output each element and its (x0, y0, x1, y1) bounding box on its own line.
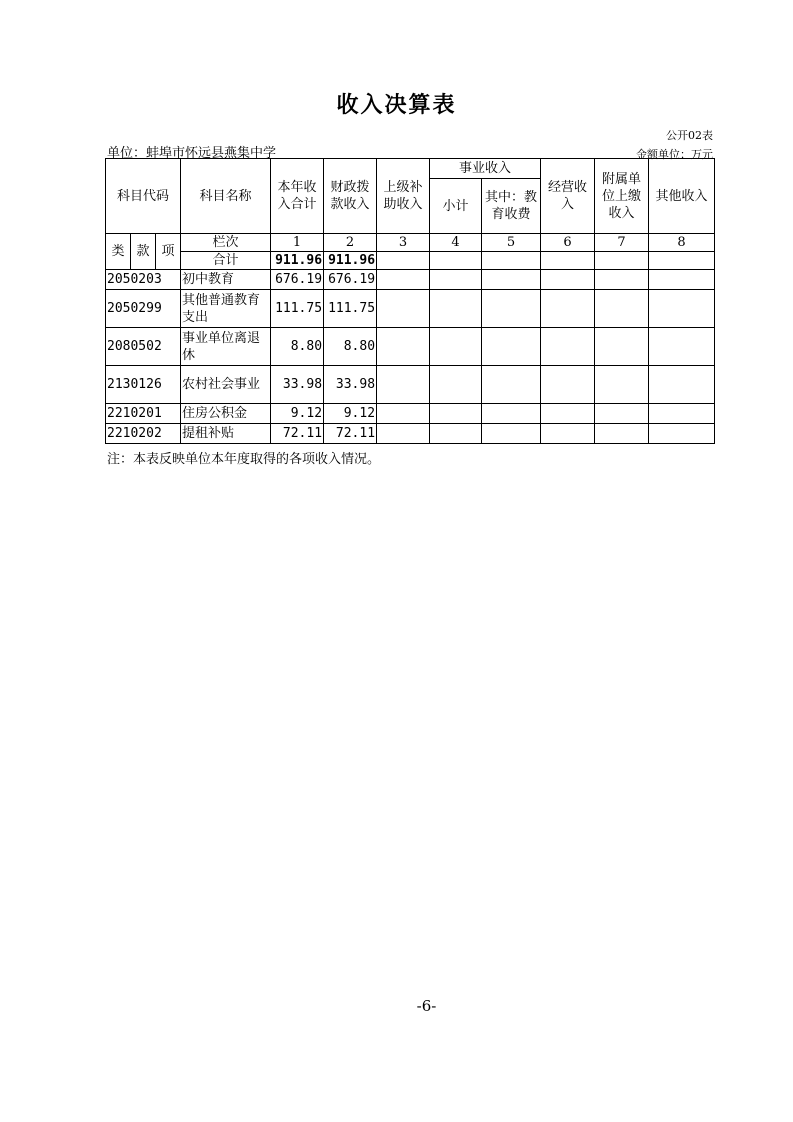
header-subtotal: 小计 (430, 179, 482, 234)
row-name: 初中教育 (181, 270, 271, 290)
page-title: 收入决算表 (336, 92, 457, 118)
empty-cell (541, 366, 595, 404)
empty-cell (649, 270, 715, 290)
empty-cell (595, 252, 649, 270)
empty-cell (541, 404, 595, 424)
empty-cell (377, 366, 430, 404)
empty-cell (541, 328, 595, 366)
empty-cell (541, 270, 595, 290)
row-total: 72.11 (271, 424, 324, 444)
header-kuan: 款 (131, 234, 156, 270)
header-superior-subsidy: 上级补助收入 (377, 159, 430, 234)
row-fiscal: 72.11 (324, 424, 377, 444)
row-fiscal: 33.98 (324, 366, 377, 404)
table-note: 注：本表反映单位本年度取得的各项收入情况。 (107, 452, 381, 467)
empty-cell (430, 270, 482, 290)
empty-cell (430, 366, 482, 404)
empty-cell (649, 404, 715, 424)
empty-cell (377, 328, 430, 366)
table-row (106, 424, 715, 444)
header-fiscal-income: 财政拨款收入 (324, 159, 377, 234)
row-total: 111.75 (271, 290, 324, 328)
empty-cell (649, 424, 715, 444)
row-fiscal: 676.19 (324, 270, 377, 290)
row-fiscal: 8.80 (324, 328, 377, 366)
empty-cell (595, 404, 649, 424)
table-row (106, 328, 715, 366)
row-fiscal: 9.12 (324, 404, 377, 424)
empty-cell (482, 328, 541, 366)
empty-cell (377, 252, 430, 270)
empty-cell (430, 290, 482, 328)
empty-cell (482, 366, 541, 404)
column-number: 4 (430, 234, 482, 252)
empty-cell (482, 290, 541, 328)
empty-cell (482, 270, 541, 290)
row-total: 33.98 (271, 366, 324, 404)
column-number: 5 (482, 234, 541, 252)
empty-cell (649, 290, 715, 328)
column-number: 7 (595, 234, 649, 252)
header-name: 科目名称 (181, 159, 271, 234)
row-name: 提租补贴 (181, 424, 271, 444)
row-total: 676.19 (271, 270, 324, 290)
column-number: 3 (377, 234, 430, 252)
row-code: 2080502 (106, 328, 181, 366)
header-business-income: 事业收入 (430, 159, 541, 179)
table-row (106, 270, 715, 290)
empty-cell (430, 424, 482, 444)
currency-unit-label: 金额单位：万元 (636, 148, 713, 161)
table-row (106, 404, 715, 424)
total-fiscal-value: 911.96 (324, 252, 377, 270)
row-name: 住房公积金 (181, 404, 271, 424)
header-other-income: 其他收入 (649, 159, 715, 234)
empty-cell (377, 290, 430, 328)
empty-cell (595, 270, 649, 290)
empty-cell (595, 328, 649, 366)
empty-cell (377, 404, 430, 424)
header-lei: 类 (106, 234, 131, 270)
table-row (106, 290, 715, 328)
page-number: -6- (416, 997, 437, 1015)
column-number: 2 (324, 234, 377, 252)
header-education-fee: 其中：教育收费 (482, 179, 541, 234)
income-table (105, 158, 715, 444)
empty-cell (595, 366, 649, 404)
column-number: 1 (271, 234, 324, 252)
empty-cell (482, 424, 541, 444)
header-operating-income: 经营收入 (541, 159, 595, 234)
empty-cell (649, 366, 715, 404)
total-label: 合计 (181, 252, 271, 270)
row-code: 2130126 (106, 366, 181, 404)
row-name: 其他普通教育支出 (181, 290, 271, 328)
empty-cell (377, 424, 430, 444)
empty-cell (541, 252, 595, 270)
empty-cell (482, 404, 541, 424)
empty-cell (430, 404, 482, 424)
row-total: 9.12 (271, 404, 324, 424)
empty-cell (430, 252, 482, 270)
column-number: 6 (541, 234, 595, 252)
column-number-row (106, 234, 715, 252)
row-code: 2210201 (106, 404, 181, 424)
form-number: 公开02表 (666, 129, 713, 142)
total-row (106, 252, 715, 270)
row-name: 农村社会事业 (181, 366, 271, 404)
unit-label: 单位：蚌埠市怀远县燕集中学 (107, 146, 277, 161)
header-total-income: 本年收入合计 (271, 159, 324, 234)
empty-cell (541, 424, 595, 444)
empty-cell (649, 252, 715, 270)
empty-cell (482, 252, 541, 270)
row-code: 2210202 (106, 424, 181, 444)
table-row (106, 366, 715, 404)
row-total: 8.80 (271, 328, 324, 366)
header-affiliated-income: 附属单位上缴收入 (595, 159, 649, 234)
empty-cell (541, 290, 595, 328)
header-code: 科目代码 (106, 159, 181, 234)
header-column-no: 栏次 (181, 234, 271, 252)
total-income-value: 911.96 (271, 252, 324, 270)
empty-cell (430, 328, 482, 366)
row-fiscal: 111.75 (324, 290, 377, 328)
empty-cell (377, 270, 430, 290)
header-xiang: 项 (156, 234, 181, 270)
empty-cell (595, 424, 649, 444)
row-code: 2050203 (106, 270, 181, 290)
column-number: 8 (649, 234, 715, 252)
row-code: 2050299 (106, 290, 181, 328)
empty-cell (649, 328, 715, 366)
header-row-1 (106, 159, 715, 179)
empty-cell (595, 290, 649, 328)
row-name: 事业单位离退休 (181, 328, 271, 366)
